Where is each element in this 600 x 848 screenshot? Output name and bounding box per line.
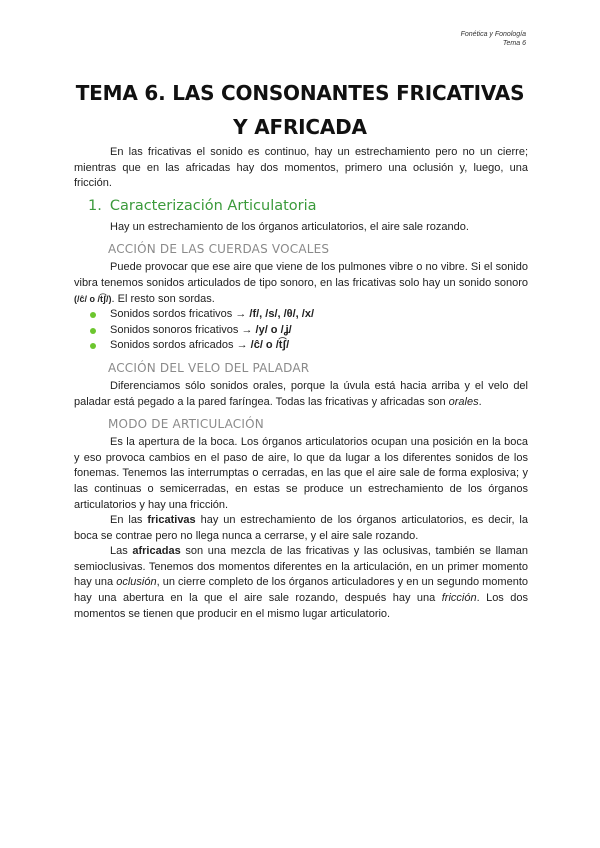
header-topic: Tema 6	[502, 40, 526, 47]
bullet-icon	[90, 328, 96, 334]
phoneme-list	[74, 307, 528, 354]
list-item	[88, 323, 528, 339]
velo-paragraph	[74, 379, 528, 410]
p3-text-g: . Los dos momentos se tienen que producir en el mismo lugar articulatorio.	[74, 592, 529, 620]
modo-paragraph-3	[74, 544, 528, 622]
section-paragraph: Hay un estrechamiento de los órganos articulatorios, el aire sale rozando.	[110, 220, 469, 233]
section-number: 1.	[88, 197, 102, 214]
list-item-value: /ĉ/ o /t͡ʃ/	[250, 339, 290, 352]
modo-paragraph-1: Es la apertura de la boca. Los órganos articulatorios ocupan una posición en la boca y eso provoca cambios en el paso de aire, lo que da lugar a los diferentes sonidos de los fonemas. Tenemos las interrumptas o cerradas, en las que el aire sale de forma explosiva; y las continuas o semicerradas, en estas se produce un estrechamiento de los órganos articulatorios y hay una fricción.	[74, 436, 528, 511]
p2-bold: fricativas	[147, 514, 196, 527]
page-header	[461, 30, 526, 48]
list-item-label: Sonidos sordos africados →	[110, 339, 251, 352]
section-title: Caracterización Articulatoria	[109, 197, 317, 214]
p3-emph-oclusion: oclusión	[116, 576, 157, 589]
p2-text-c: hay un estrechamiento de los órganos articulatorios, es decir, la boca se contrae pero no llega nunca a cerrarse, y el aire sale rozando.	[74, 514, 528, 542]
subheading-cuerdas: ACCIÓN DE LAS CUERDAS VOCALES	[108, 242, 330, 257]
cuerdas-paragraph	[74, 260, 528, 307]
modo-paragraph-2	[74, 513, 528, 544]
list-item	[88, 338, 528, 354]
p3-emph-friccion: fricción	[441, 592, 477, 605]
list-item-value: /f/, /s/, /θ/, /x/	[249, 308, 315, 321]
subheading-velo: ACCIÓN DEL VELO DEL PALADAR	[108, 360, 310, 375]
cuerdas-text: Puede provocar que ese aire que viene de los pulmones vibre o no vibre. Si el sonido vibra tenemos sonidos articulados de tipo sonoro, en las fricativas solo hay un sonido sonoro	[74, 261, 528, 289]
cuerdas-symbols: (/ĉ/ o /t͡ʃ/)	[74, 293, 112, 304]
p3-text-e: , un cierre completo de los órganos articuladores y en un segundo momento hay una abertura en la que el aire sale rozando, después hay una	[74, 576, 528, 605]
list-item-label: Sonidos sordos fricativos →	[110, 308, 250, 321]
p3-bold: africadas	[132, 545, 181, 558]
velo-emph: orales	[448, 395, 479, 408]
list-item-label: Sonidos sonoros fricativos →	[110, 323, 256, 336]
intro-paragraph: En las fricativas el sonido es continuo, hay un estrechamiento pero no un cierre; mientras que en las africadas hay dos momentos, primero una oclusión y, luego, una fricción.	[74, 146, 528, 190]
velo-end: .	[478, 395, 482, 408]
list-item-value: /y/ o /ʝ/	[255, 323, 292, 336]
p3-text-a: Las	[110, 545, 133, 558]
list-item	[88, 307, 528, 323]
bullet-icon	[90, 312, 96, 318]
velo-text: Diferenciamos sólo sonidos orales, porque la úvula está hacia arriba y el velo del paladar está pegado a la pared faríngea. Todas las fricativas y africadas son	[74, 379, 528, 408]
cuerdas-text-end: . El resto son sordas.	[111, 292, 215, 305]
subheading-modo: MODO DE ARTICULACIÓN	[108, 417, 264, 432]
section-heading	[88, 196, 528, 216]
document-body	[74, 145, 528, 622]
p2-text-a: En las	[110, 514, 148, 527]
p3-text-c: son una mezcla de las fricativas y las oclusivas, también se llaman semioclusivas. Tenemos dos momentos diferentes en la articulación, en un primer momento hay una	[74, 545, 528, 589]
bullet-icon	[90, 343, 96, 349]
page-title: TEMA 6. LAS CONSONANTES FRICATIVAS Y AFRICADA	[75, 81, 525, 139]
header-subject: Fonética y Fonología	[460, 31, 526, 38]
